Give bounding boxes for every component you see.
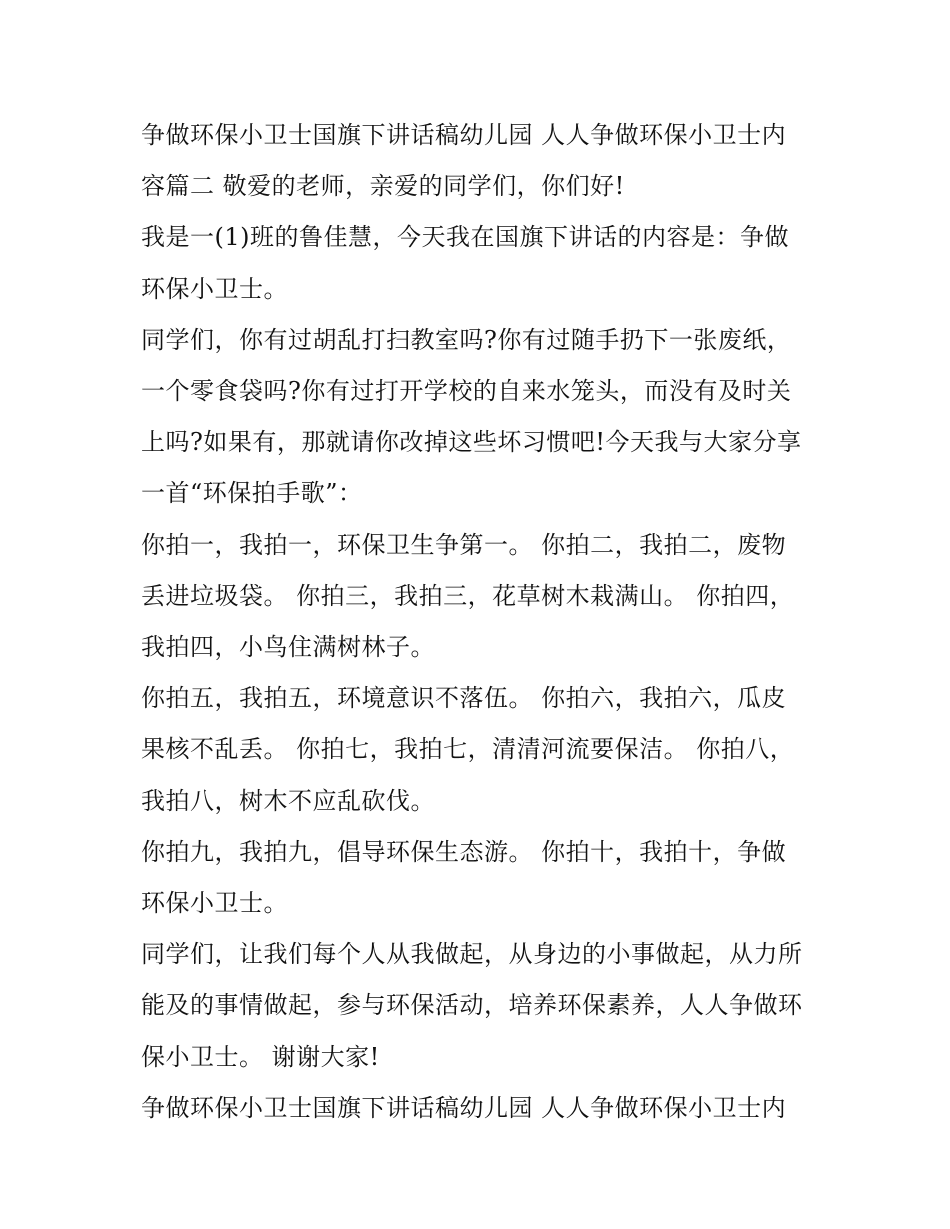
text-line: 能及的事情做起，参与环保活动，培养环保素养，人人争做环 bbox=[141, 991, 803, 1020]
text-line: 一首“环保拍手歌”： bbox=[141, 479, 363, 508]
text-line: 争做环保小卫士国旗下讲话稿幼儿园 人人争做环保小卫士内 bbox=[141, 121, 787, 149]
paragraph-introduction bbox=[141, 212, 813, 314]
document-body bbox=[141, 110, 813, 1134]
paragraph-questions bbox=[141, 315, 813, 520]
text-line: 我拍四，小鸟住满树林子。 bbox=[141, 633, 435, 662]
text-line: 保小卫士。 谢谢大家! bbox=[141, 1042, 380, 1071]
text-line: 你拍九，我拍九，倡导环保生态游。 你拍十，我拍十，争做 bbox=[141, 837, 787, 866]
paragraph-song-part-2 bbox=[141, 673, 813, 827]
paragraph-song-part-3 bbox=[141, 827, 813, 929]
text-line: 环保小卫士。 bbox=[141, 889, 288, 918]
paragraph-song-part-1 bbox=[141, 520, 813, 674]
text-line: 同学们，你有过胡乱打扫教室吗?你有过随手扔下一张废纸， bbox=[141, 325, 792, 354]
text-line: 果核不乱丢。 你拍七，我拍七，清清河流要保洁。 你拍八， bbox=[141, 735, 795, 764]
text-line: 我拍八，树木不应乱砍伐。 bbox=[141, 786, 435, 815]
text-line: 同学们，让我们每个人从我做起，从身边的小事做起，从力所 bbox=[141, 940, 803, 969]
paragraph-title-greeting bbox=[141, 110, 813, 212]
text-line: 你拍五，我拍五，环境意识不落伍。 你拍六，我拍六，瓜皮 bbox=[141, 684, 787, 713]
text-line: 容篇二 敬爱的老师，亲爱的同学们，你们好! bbox=[141, 172, 625, 201]
text-line: 你拍一，我拍一，环保卫生争第一。 你拍二，我拍二，废物 bbox=[141, 530, 787, 559]
text-line: 丢进垃圾袋。 你拍三，我拍三，花草树木栽满山。 你拍四， bbox=[141, 581, 795, 610]
text-line: 一个零食袋吗?你有过打开学校的自来水笼头，而没有及时关 bbox=[141, 377, 792, 406]
paragraph-repeated-title bbox=[141, 1083, 813, 1134]
text-line: 争做环保小卫士国旗下讲话稿幼儿园 人人争做环保小卫士内 bbox=[141, 1093, 787, 1122]
paragraph-conclusion bbox=[141, 929, 813, 1083]
text-line: 我是一(1)班的鲁佳慧，今天我在国旗下讲话的内容是：争做 bbox=[141, 223, 789, 252]
text-line: 上吗?如果有，那就请你改掉这些坏习惯吧!今天我与大家分享 bbox=[141, 428, 802, 457]
text-line: 环保小卫士。 bbox=[141, 274, 288, 303]
